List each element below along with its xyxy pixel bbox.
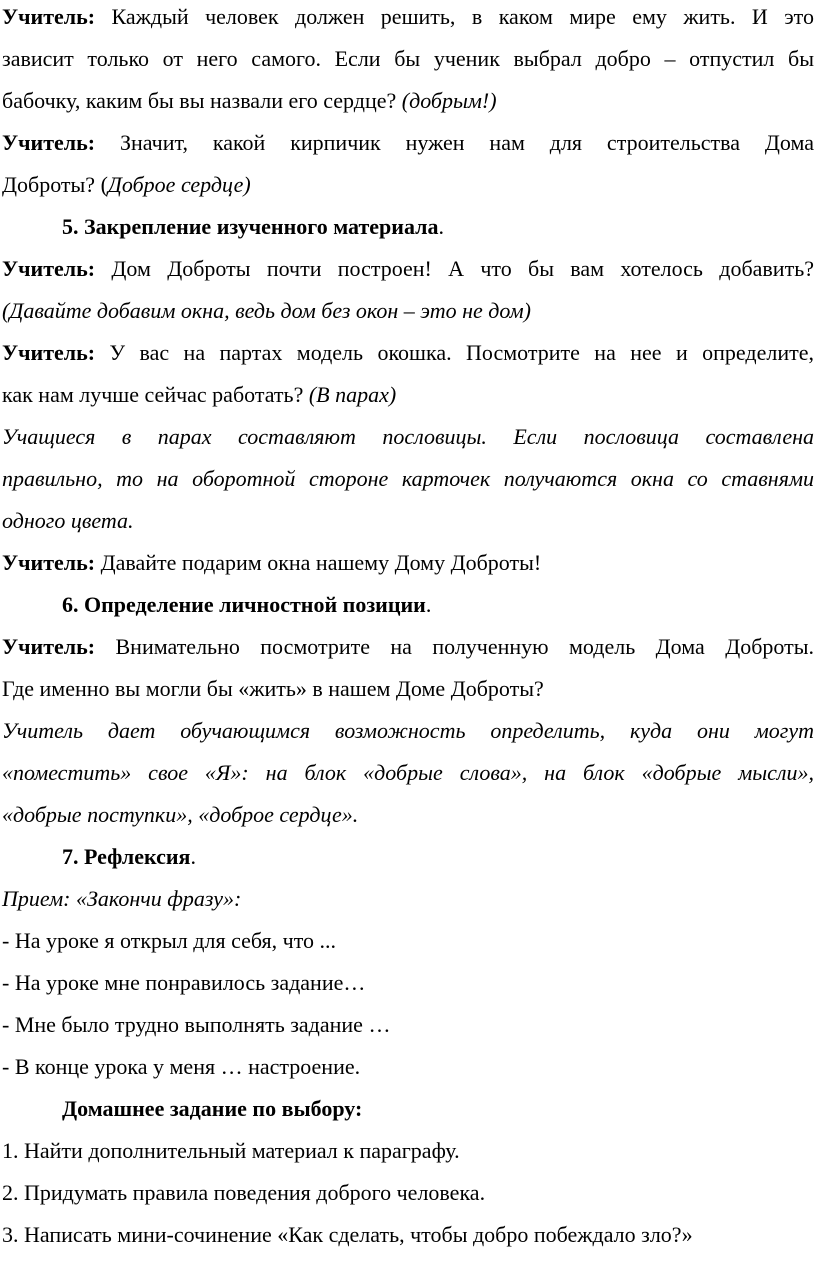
italic-line: (Давайте добавим окна, ведь дом без окон – это не дом): [2, 298, 531, 323]
list-item: 3. Написать мини-сочинение «Как сделать, чтобы добро побеждало зло?»: [2, 1222, 693, 1247]
heading-text: 7. Рефлексия: [62, 844, 191, 869]
heading-text: 5. Закрепление изученного материала: [62, 214, 439, 239]
text: Внимательно посмотрите на полученную модель Дома Доброты.: [95, 634, 814, 659]
section-heading-7: 7. Рефлексия.: [62, 844, 196, 869]
paragraph-line: [2, 86, 814, 116]
paragraph-line: [2, 170, 814, 200]
speaker-label: Учитель:: [2, 4, 96, 29]
italic-answer: (добрым!): [401, 88, 497, 113]
text: как нам лучше сейчас работать?: [2, 382, 309, 407]
speaker-label: Учитель:: [2, 634, 96, 659]
italic-line: «поместить» свое «Я»: на блок «добрые слова», на блок «добрые мысли»,: [2, 760, 814, 785]
paragraph-line: [2, 338, 814, 368]
italic-answer: Доброе сердце): [107, 172, 251, 197]
list-item: 2. Придумать правила поведения доброго человека.: [2, 1180, 486, 1205]
italic-line: правильно, то на оборотной стороне карточек получаются окна со ставнями: [2, 466, 814, 491]
paragraph-line: [2, 380, 814, 410]
list-item: 1. Найти дополнительный материал к параграфу.: [2, 1138, 460, 1163]
speaker-label: Учитель:: [2, 340, 96, 365]
paragraph-line: [2, 674, 814, 704]
list-item: - На уроке мне понравилось задание…: [2, 970, 366, 995]
list-item: - На уроке я открыл для себя, что ...: [2, 928, 337, 953]
text: У вас на партах модель окошка. Посмотрите на нее и определите,: [95, 340, 814, 365]
paragraph-line: [2, 44, 814, 74]
italic-line: Учащиеся в парах составляют пословицы. Если пословица составлена: [2, 424, 814, 449]
text: зависит только от него самого. Если бы ученик выбрал добро – отпустил бы: [2, 46, 814, 71]
paragraph-line: [2, 128, 814, 158]
speaker-label: Учитель:: [2, 130, 96, 155]
technique-line: Прием: «Закончи фразу»:: [2, 886, 242, 911]
section-heading-6: 6. Определение личностной позиции.: [62, 592, 432, 617]
homework-heading: Домашнее задание по выбору:: [62, 1096, 363, 1121]
text: Где именно вы могли бы «жить» в нашем Доме Доброты?: [2, 676, 544, 701]
italic-answer: (В парах): [308, 382, 397, 407]
text: Каждый человек должен решить, в каком мире ему жить. И это: [95, 4, 814, 29]
paragraph-line: [2, 632, 814, 662]
italic-line: «добрые поступки», «доброе сердце».: [2, 802, 359, 827]
italic-line: Учитель дает обучающимся возможность определить, куда они могут: [2, 718, 814, 743]
list-item: - Мне было трудно выполнять задание …: [2, 1012, 391, 1037]
speaker-label: Учитель:: [2, 550, 96, 575]
text: Давайте подарим окна нашему Дому Доброты!: [95, 550, 542, 575]
paragraph-line: [2, 2, 814, 32]
section-heading-5: 5. Закрепление изученного материала.: [62, 214, 444, 239]
paragraph-line: [2, 254, 814, 284]
heading-text: 6. Определение личностной позиции: [62, 592, 426, 617]
text: Дом Доброты почти построен! А что бы вам хотелось добавить?: [95, 256, 814, 281]
paragraph-line: [2, 548, 814, 578]
list-item: - В конце урока у меня … настроение.: [2, 1054, 361, 1079]
text: Значит, какой кирпичик нужен нам для строительства Дома: [95, 130, 814, 155]
text: бабочку, каким бы вы назвали его сердце?: [2, 88, 402, 113]
speaker-label: Учитель:: [2, 256, 96, 281]
italic-line: одного цвета.: [2, 508, 134, 533]
text: Доброты? (: [2, 172, 108, 197]
